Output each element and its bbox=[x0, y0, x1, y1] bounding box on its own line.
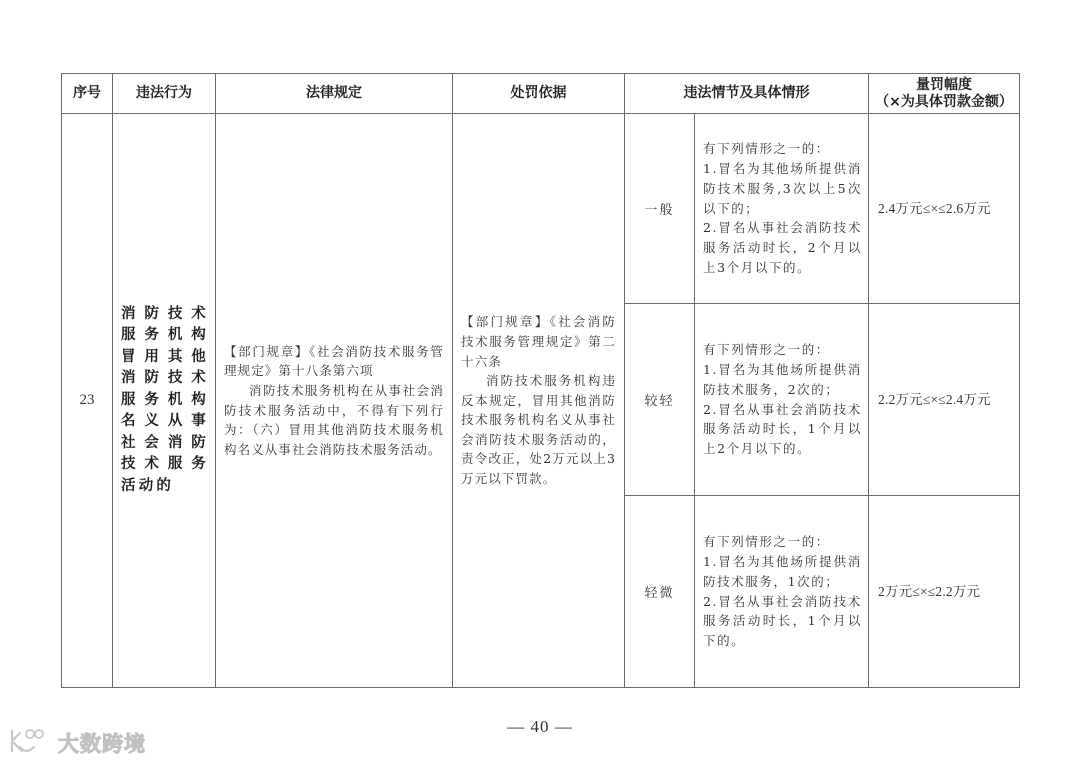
basis-body: 消防技术服务机构违反本规定，冒用其他消防技术服务机构名义从事社会消防技术服务活动的，责令改正，处2万元以上3万元以下罚款。 bbox=[461, 373, 616, 487]
detail-cell-slight bbox=[695, 496, 869, 688]
detail-intro: 有下列情形之一的： bbox=[703, 534, 830, 550]
fine-range-slight: 2万元≤×≤2.2万元 bbox=[869, 496, 1020, 688]
violation-act-cell: 消防技术服务机构冒用其他消防技术服务机构名义从事社会消防技术服务活动的 bbox=[113, 114, 216, 688]
detail-item-1: 1.冒名为其他场所提供消防技术服务，1次的； bbox=[703, 553, 862, 589]
fine-range-minor: 2.2万元≤×≤2.4万元 bbox=[869, 304, 1020, 496]
header-fine-note: （×为具体罚款金额） bbox=[875, 93, 1013, 110]
law-body: 消防技术服务机构在从事社会消防技术服务活动中，不得有下列行为：（六）冒用其他消防技术服务机构名义从事社会消防技术服务活动。 bbox=[224, 382, 444, 457]
detail-cell-minor bbox=[695, 304, 869, 496]
page-number: — 40 — bbox=[507, 717, 573, 736]
level-cell-slight: 轻微 bbox=[625, 496, 695, 688]
header-fine bbox=[869, 74, 1020, 114]
header-seq: 序号 bbox=[62, 74, 113, 114]
detail-item-2: 2.冒名从事社会消防技术服务活动时长，1个月以上2个月以下的。 bbox=[703, 401, 862, 457]
detail-item-2: 2.冒名从事社会消防技术服务活动时长，2个月以上3个月以下的。 bbox=[703, 220, 862, 275]
law-title: 【部门规章】《社会消防技术服务管理规定》第十八条第六项 bbox=[224, 343, 444, 379]
basis-title: 【部门规章】《社会消防技术服务管理规定》第二十六条 bbox=[461, 314, 616, 369]
header-fine-title: 量罚幅度 bbox=[916, 76, 972, 93]
level-cell-general: 一般 bbox=[625, 114, 695, 304]
detail-item-2: 2.冒名从事社会消防技术服务活动时长，1个月以下的。 bbox=[703, 593, 862, 649]
brand-logo-icon bbox=[8, 727, 52, 759]
header-circumstance: 违法情节及具体情形 bbox=[625, 74, 869, 114]
detail-cell-general bbox=[695, 114, 869, 304]
detail-item-1: 1.冒名为其他场所提供消防技术服务,3次以上5次以下的； bbox=[703, 161, 862, 216]
fine-range-general: 2.4万元≤×≤2.6万元 bbox=[869, 114, 1020, 304]
watermark-text: 大数跨境 bbox=[58, 732, 146, 756]
header-act: 违法行为 bbox=[113, 74, 216, 114]
penalty-basis-cell bbox=[453, 114, 625, 688]
watermark bbox=[8, 727, 146, 759]
penalty-table bbox=[61, 73, 1020, 688]
level-cell-minor: 较轻 bbox=[625, 304, 695, 496]
law-provision-cell bbox=[216, 114, 453, 688]
seq-cell: 23 bbox=[62, 114, 113, 688]
detail-intro: 有下列情形之一的： bbox=[703, 141, 830, 157]
detail-item-1: 1.冒名为其他场所提供消防技术服务，2次的； bbox=[703, 361, 862, 397]
table-row bbox=[62, 114, 1020, 304]
detail-intro: 有下列情形之一的： bbox=[703, 342, 830, 358]
header-law: 法律规定 bbox=[216, 74, 453, 114]
header-basis: 处罚依据 bbox=[453, 74, 625, 114]
table-header-row bbox=[62, 74, 1020, 114]
